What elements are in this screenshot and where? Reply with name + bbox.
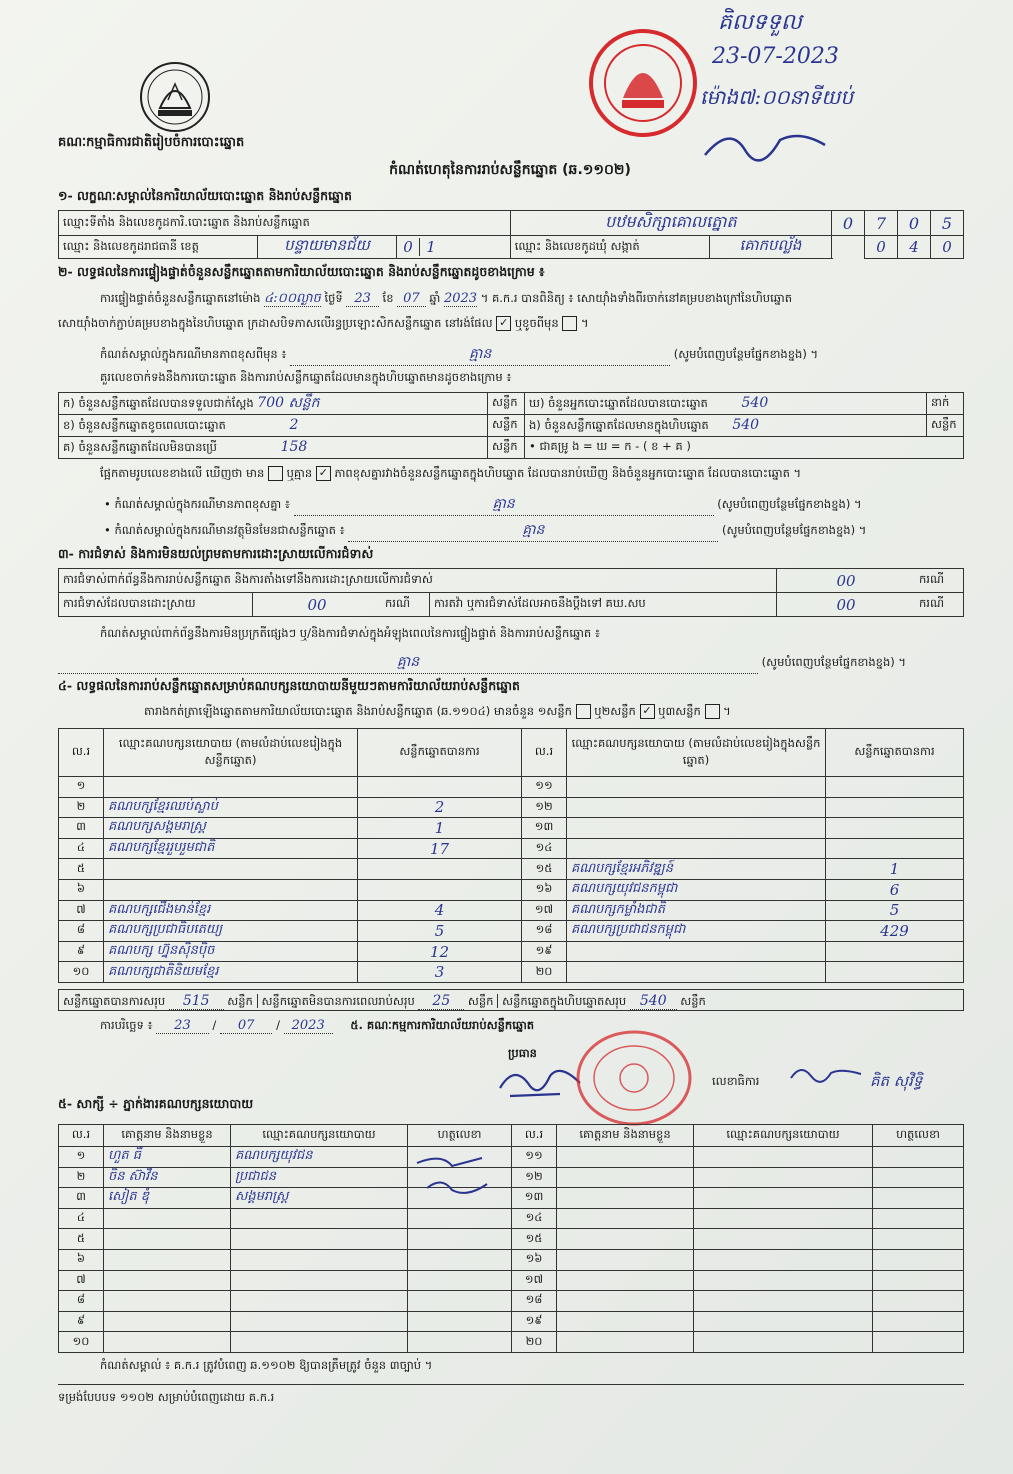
party-votes: 17 [358,838,522,859]
party-votes: 3 [358,962,522,983]
party-name: គណបក្សប្រជាជនកម្ពុជា [567,921,826,942]
witness-row [59,1332,964,1353]
footer-rule [58,1384,964,1385]
party-name: គណបក្សជាតិនិយមខ្មែរ [104,962,358,983]
voters-label: ឃ) ចំនួនអ្នកបោះឆ្នោតដែលបានបោះឆ្នោត [529,395,708,410]
verify-month-label: ខែ [382,291,394,305]
witness-row [59,1167,964,1188]
results-row [59,818,964,839]
party-votes [826,962,964,983]
witness-sign [408,1332,512,1353]
witness-party: ប្រជាជន [231,1167,408,1188]
section4-title: ៤- លទ្ធផលនៃការរាប់សន្លឹកឆ្នោតសម្រាប់គណបក្សនយោបាយនីមួយៗតាមការិយាល័យរាប់សន្លឹកឆ្នោត [58,678,520,693]
discrepancy-no-checkbox[interactable]: ✓ [316,466,331,481]
location-code-3: 0 [898,211,931,236]
party-votes: 12 [358,941,522,962]
verify-time: ៤:០០ល្ងាច [264,291,321,306]
two-sheet-label: ឬ២សន្លឹក [594,704,636,718]
witness-sign [873,1229,964,1250]
witness-col-name: គោត្តនាម និងនាមខ្លួន [104,1125,231,1147]
received-value: 700 សន្លឹក [257,395,320,411]
witness-number: ២០ [512,1332,557,1353]
witness-number: ៦ [59,1249,104,1270]
party-name [567,941,826,962]
witness-col-sign: ហត្ថលេខា [408,1125,512,1147]
witness-party [694,1208,873,1229]
location-value: បឋមសិក្សាគោលត្នោត [510,211,831,236]
intact-checkbox[interactable]: ✓ [496,316,511,331]
party-votes: 4 [358,900,522,921]
party-name [104,859,358,880]
party-votes: 5 [826,900,964,921]
province-value: បន្ទាយមានជ័យ [258,236,397,259]
party-votes [358,879,522,900]
witness-name [557,1229,694,1250]
location-code-4: 5 [931,211,964,236]
verify-text: ។ គ.ក.រ បានពិនិត្យ ៖ សោយ៉ាំងទាំងពីរចាក់នៅគម្របខាងក្រៅនៃហិបឆ្នោត [480,291,793,305]
party-name: គណបក្ស ហ្វ៊ុនស៊ិនប៉ិច [104,941,358,962]
irregularity-note: កំណត់សម្គាល់ពាក់ព័ន្ធនឹងការមិនប្រក្រតីផ្សេងៗ ឬ/និងការជំទាស់ក្នុងអំឡុងពេលនៃការផ្ទៀងផ្ទាត់ និងការរាប់សន្លឹកឆ្នោត ៖ [100,626,600,640]
witness-number: ៥ [59,1229,104,1250]
witness-sign [873,1311,964,1332]
voters-value: 540 [741,394,769,411]
appeal-value: 00 [777,593,916,617]
total-invalid-label: សន្លឹកឆ្នោតមិនបានការពេលរាប់សរុប [261,994,415,1008]
total-invalid-value: 25 [418,993,464,1010]
discrepancy-none-label: ឬគ្មាន [286,466,313,480]
witness-row [59,1229,964,1250]
witness-name [104,1332,231,1353]
witness-name [557,1311,694,1332]
witness-sign [873,1208,964,1229]
bullet-foreign [104,520,866,542]
verify-day-label: ថ្ងៃទី [324,291,343,305]
party-name: គណបក្សខ្មែរអភិវឌ្ឍន៍ [567,859,826,880]
resolved-value: 00 [253,593,382,617]
location-code-2: 7 [865,211,898,236]
witness-number: ១៦ [512,1249,557,1270]
discrepancy-text: ភាពខុសគ្នារវាងចំនួនសន្លឹកឆ្នោតក្នុងហិបឆ្នោត ដែលបានរាប់ឃើញ និងចំនួនអ្នកបោះឆ្នោត ដែលបានបោះឆ្នោត ។ [334,466,802,480]
witness-party [694,1270,873,1291]
total-box-value: 540 [630,993,677,1010]
witness-row [59,1270,964,1291]
witness-sign [408,1229,512,1250]
official-stamp [588,28,698,138]
total-valid-label: សន្លឹកឆ្នោតបានការសរុប [63,994,166,1008]
witness-number: ៤ [59,1208,104,1229]
unused-value: 158 [280,438,308,455]
party-number: ១៩ [522,941,567,962]
witness-col-no: ល.រ [59,1125,104,1147]
witness-sign [873,1147,964,1168]
witness-number: ៨ [59,1291,104,1312]
party-number: ១១ [522,777,567,798]
results-row [59,962,964,983]
receipt-time: ម៉ោង៧:០០នាទីយប់ [700,85,854,109]
date-month: 07 [220,1018,273,1034]
party-votes: 5 [358,921,522,942]
party-name: គណបក្សខ្មែរឈប់ស្លាប់ [104,797,358,818]
bullet-difference-label: • កំណត់សម្គាល់ក្នុងករណីមានភាពខុសគ្នា ៖ [104,497,290,511]
witness-number: ១៤ [512,1208,557,1229]
witness-party [231,1208,408,1229]
appeal-unit: ករណី [915,593,964,617]
witness-name: ហួត ធី [104,1147,231,1168]
witness-party [231,1311,408,1332]
results-row [59,921,964,942]
party-votes: 1 [826,859,964,880]
witness-name [104,1208,231,1229]
witness-number: ១៥ [512,1229,557,1250]
party-name [567,777,826,798]
verification-line-1 [100,290,970,309]
witness-table [58,1124,964,1353]
party-number: ១៦ [522,879,567,900]
secretary-signature [786,1058,866,1088]
witness-row [59,1291,964,1312]
witness-party [694,1311,873,1332]
witness-name [557,1147,694,1168]
witness-party [694,1291,873,1312]
party-votes [826,777,964,798]
party-votes [826,797,964,818]
party-name: គណបក្សខ្មែររួបរួមជាតិ [104,838,358,859]
party-number: ៥ [59,859,104,880]
spoiled-label: ខ) ចំនួនសន្លឹកឆ្នោតខូចពេលបោះឆ្នោត [63,417,226,432]
date-label: ការបរិច្ឆេទ ៖ [100,1018,153,1032]
discrepancy-line [100,466,801,483]
party-name: គណបក្សកម្លាំងជាតិ [567,900,826,921]
appeal-label: ការតវ៉ា ឬការជំទាស់ដែលអាចនឹងប្តឹងទៅ គឃ.សប [430,593,777,617]
witness-number: ១០ [59,1332,104,1353]
witness-sign [873,1188,964,1209]
witness-sign [408,1291,512,1312]
total-valid-unit: សន្លឹក [227,994,258,1008]
witness-row [59,1249,964,1270]
footnote: កំណត់សម្គាល់ ៖ គ.ក.រ ត្រូវបំពេញ ឆ.១១០២ ឱ្យបានត្រឹមត្រូវ ចំនួន ៣ច្បាប់ ។ [100,1358,433,1372]
witness-name [557,1332,694,1353]
section1-title: ១- លក្ខណៈសម្គាល់នៃការិយាល័យបោះឆ្នោត និងរាប់សន្លឹកឆ្នោត [58,188,352,203]
party-number: ១ [59,777,104,798]
unused-label: គ) ចំនួនសន្លឹកឆ្នោតដែលមិនបានប្រើ [63,439,217,454]
results-col-party: ឈ្មោះគណបក្សនយោបាយ (តាមលំដាប់លេខរៀងក្នុងសន្លឹកឆ្នោត) [104,729,358,777]
party-number: ៨ [59,921,104,942]
section1-table [58,210,964,259]
party-votes: 1 [358,818,522,839]
discrepancy-yes-checkbox[interactable] [268,466,283,481]
witness-party [694,1188,873,1209]
witness-number: ៣ [59,1188,104,1209]
party-name: គណបក្សប្រជាធិបតេយ្យ [104,921,358,942]
complaints-label: ការជំទាស់ពាក់ព័ន្ធនឹងការរាប់សន្លឹកឆ្នោត និងការតាំងទៅនឹងការដោះស្រាយលើការជំទាស់ [59,569,777,593]
bullet-difference-fill: (សូមបំពេញបន្ថែមផ្នែកខាងខ្នង) ។ [717,497,862,511]
total-box-unit: សន្លឹក [680,994,706,1008]
party-name: គណបក្សយុវជនកម្ពុជា [567,879,826,900]
party-votes [358,777,522,798]
committee-label: ៥. គណៈកម្មការការិយាល័យរាប់សន្លឹកឆ្នោត [350,1018,535,1032]
section5-title: ៥- សាក្សី ÷ ភ្នាក់ងារគណបក្សនយោបាយ [58,1096,254,1111]
total-invalid-unit: សន្លឹក [468,994,499,1008]
results-row [59,900,964,921]
witness-number: ១៩ [512,1311,557,1332]
bullet-foreign-fill: (សូមបំពេញបន្ថែមផ្នែកខាងខ្នង) ។ [721,523,867,537]
results-table [58,728,964,983]
witness-number: ៩ [59,1311,104,1332]
bullet-difference [104,494,862,516]
secretary-label: លេខាធិការ [712,1074,760,1088]
party-name [104,777,358,798]
complaints-unit: ករណី [915,569,964,593]
witness-name [104,1291,231,1312]
witness-sign [408,1249,512,1270]
witness-row [59,1208,964,1229]
witness-name [557,1167,694,1188]
witness-party [694,1167,873,1188]
inbox-value: 540 [732,416,760,433]
nec-emblem [138,60,212,134]
witness-sign [873,1249,964,1270]
bullet-foreign-value: គ្មាន [348,520,718,542]
unused-unit: សន្លឹក [488,437,525,459]
location-label: ឈ្មោះទីតាំង និងលេខកូដការិ.បោះឆ្នោត និងរាប់សន្លឹកឆ្នោត [59,211,511,236]
commune-code-1: 0 [865,236,898,259]
witness-col-sign-2: ហត្ថលេខា [873,1125,964,1147]
three-sheet-checkbox[interactable] [705,704,720,719]
witness-party [231,1249,408,1270]
tally-sheet-line: តារាងកត់ត្រាឡើងឆ្នោតតាមការិយាល័យបោះឆ្នោត និងរាប់សន្លឹកឆ្នោត (ឆ.១១០៤) មានចំនួន ១សន្លឹក ឬ២សន្លឹក ✓ ឬ៣សន្លឹក ។ [144,704,731,718]
party-votes [826,838,964,859]
results-col-votes: សន្លឹកឆ្នោតបានការ [358,729,522,777]
party-votes [826,941,964,962]
irregularity-fill: (សូមបំពេញបន្ថែមផ្នែកខាងខ្នង) ។ [761,655,906,669]
spoiled-unit: សន្លឹក [488,415,525,437]
province-code-2: 1 [426,238,436,256]
witness-name [557,1291,694,1312]
complaints-table [58,568,964,617]
witness-col-party: ឈ្មោះគណបក្សនយោបាយ [231,1125,408,1147]
commune-code-3: 0 [931,236,964,259]
section3-title: ៣- ការជំទាស់ និងការមិនយល់ព្រមតាមការដោះស្រាយលើការជំទាស់ [58,546,374,561]
party-number: ៦ [59,879,104,900]
witness-number: ២ [59,1167,104,1188]
secretary-name: គិត សុវិទ្ធិ [870,1072,923,1090]
party-number: ៣ [59,818,104,839]
witness-party [694,1249,873,1270]
witness-sign [873,1332,964,1353]
witness-sign [408,1208,512,1229]
party-number: ១៤ [522,838,567,859]
results-row [59,941,964,962]
party-votes: 429 [826,921,964,942]
witness-sign [873,1167,964,1188]
section2-intro: គួរលេខចាក់ទងនឹងការបោះឆ្នោត និងការរាប់សន្លឹកឆ្នោតដែលមានក្នុងហិបឆ្នោតមានដូចខាងក្រោម ៖ [100,370,512,384]
resolved-label: ការជំទាស់ដែលបានដោះស្រាយ [59,593,253,617]
form-title: កំណត់ហេតុនៃការរាប់សន្លឹកឆ្នោត (ឆ.១១០២) [389,162,631,178]
totals-line [58,989,964,1011]
org-name: គណៈកម្មាធិការជាតិរៀបចំការបោះឆ្នោត [58,135,245,150]
verify-day: 23 [346,291,379,307]
witness-party [694,1332,873,1353]
witness-name [557,1188,694,1209]
witness-party [231,1270,408,1291]
received-unit: សន្លឹក [488,393,525,415]
receipt-note: គិលទទួល [718,10,802,35]
witness-party [694,1147,873,1168]
party-name [104,879,358,900]
section2-title: ២- លទ្ធផលនៃការផ្ទៀងផ្ទាត់ចំនួនសន្លឹកឆ្នោតតាមការិយាល័យបោះឆ្នោត និងរាប់សន្លឹកឆ្នោតដូចខាងក្រោម ៖ [58,264,545,279]
witness-name [104,1311,231,1332]
party-number: ១០ [59,962,104,983]
inbox-label: ង) ចំនួនសន្លឹកឆ្នោតដែលមានក្នុងហិបឆ្នោត [529,417,709,432]
results-col-party-2: ឈ្មោះគណបក្សនយោបាយ (តាមលំដាប់លេខរៀងក្នុងសន្លឹកឆ្នោត) [567,729,826,777]
results-row [59,797,964,818]
party-number: ១៨ [522,921,567,942]
difference-note-label: កំណត់សម្គាល់ក្នុងករណីមានភាពខុសពីមុន ៖ [100,347,287,361]
witness-name [104,1249,231,1270]
results-col-votes-2: សន្លឹកឆ្នោតបានការ [826,729,964,777]
difference-note-value: គ្មាន [290,344,670,366]
total-box-label: សន្លឹកឆ្នោតក្នុងហិបឆ្នោតសរុប [502,994,627,1008]
verify-time-label: ការផ្ទៀងផ្ទាត់ចំនួនសន្លឹកឆ្នោតនៅម៉ោង [100,291,261,305]
witness-number: ១៣ [512,1188,557,1209]
ballot-count-table [58,392,964,459]
witness-row [59,1188,964,1209]
damaged-checkbox[interactable] [562,316,577,331]
witness-party [694,1229,873,1250]
irregularity-line [58,652,964,674]
seal-text: សោយ៉ាំងចាក់ភ្ជាប់គម្របខាងក្នុងនៃហិបឆ្នោត ក្រដាសបិទភាសលើរន្ធប្រឡោះសិកសន្លឹកឆ្នោត នៅរង់ផែល [58,316,493,330]
witness-col-no-2: ល.រ [512,1125,557,1147]
verification-line-2: សោយ៉ាំងចាក់ភ្ជាប់គម្របខាងក្នុងនៃហិបឆ្នោត ក្រដាសបិទភាសលើរន្ធប្រឡោះសិកសន្លឹកឆ្នោត នៅរង់ផែល ✓ ឬខូចពីមុន ។ [58,316,589,330]
witness-name [104,1270,231,1291]
difference-fill-note: (សូមបំពេញបន្ថែមផ្នែកខាងខ្នង) ។ [673,347,819,361]
witness-row [59,1147,964,1168]
tally-sheet-label: តារាងកត់ត្រាឡើងឆ្នោតតាមការិយាល័យបោះឆ្នោត និងរាប់សន្លឹកឆ្នោត (ឆ.១១០៤) មានចំនួន ១សន្លឹក [144,704,572,718]
witness-row [59,1311,964,1332]
witness-number: ១១ [512,1147,557,1168]
discrepancy-has-label: ផ្អែកតាមរូបលេខខាងលើ ឃើញថា មាន [100,466,265,480]
party-name: គណបក្សជើងមាន់ខ្មែរ [104,900,358,921]
formula: • ជាគម្រូ ង = ឃ = ក - ( ខ + គ ) [525,437,964,459]
verify-month: 07 [397,291,426,307]
party-number: ១២ [522,797,567,818]
results-row [59,777,964,798]
witness-name: សៀត ឌុំ [104,1188,231,1209]
party-name [567,818,826,839]
complaints-value: 00 [777,569,916,593]
party-votes [358,859,522,880]
witness-sign [408,1311,512,1332]
witness-party [231,1229,408,1250]
party-name: គណបក្សសង្គមរាស្ត្រ [104,818,358,839]
date-line: ការបរិច្ឆេទ ៖ 23 / 07 / 2023 ៥. គណៈកម្មការការិយាល័យរាប់សន្លឹកឆ្នោត [100,1018,535,1033]
results-row [59,838,964,859]
chair-label: ប្រធាន [508,1046,537,1060]
witness-col-party-2: ឈ្មោះគណបក្សនយោបាយ [694,1125,873,1147]
witness-name [104,1229,231,1250]
irregularity-value: គ្មាន [58,652,758,674]
witness-number: ១៨ [512,1291,557,1312]
one-sheet-checkbox[interactable] [576,704,591,719]
inbox-unit: សន្លឹក [927,415,964,437]
witness-signature [412,1148,502,1208]
bullet-difference-value: គ្មាន [294,494,714,516]
commune-code-2: 4 [898,236,931,259]
witness-col-name-2: គោត្តនាម និងនាមខ្លួន [557,1125,694,1147]
verify-year-label: ឆ្នាំ [429,291,441,305]
witness-sign [873,1291,964,1312]
results-col-no: ល.រ [59,729,104,777]
party-number: ១៥ [522,859,567,880]
party-number: ៧ [59,900,104,921]
resolved-unit: ករណី [381,593,430,617]
bullet-foreign-label: • កំណត់សម្គាល់ក្នុងករណីមានវត្ថុមិនមែនជាសន្លឹកឆ្នោត ៖ [104,523,345,537]
receipt-date: 23-07-2023 [712,44,839,69]
results-row [59,879,964,900]
province-label: ឈ្មោះ និងលេខកូដរាជធានី ខេត្ត [59,236,258,259]
party-number: ៩ [59,941,104,962]
date-day: 23 [156,1018,209,1034]
witness-sign [873,1270,964,1291]
witness-party: គណបក្សយុវជន [231,1147,408,1168]
spoiled-value: 2 [289,416,299,433]
party-votes: 6 [826,879,964,900]
party-votes [826,818,964,839]
witness-name [557,1208,694,1229]
witness-name: ចិន ស៊ាវីន [104,1167,231,1188]
province-code-1: 0 [397,238,420,256]
location-code-1: 0 [832,211,865,236]
two-sheet-checkbox[interactable]: ✓ [640,704,655,719]
received-label: ក) ចំនួនសន្លឹកឆ្នោតដែលបានទទួលជាក់ស្តែង [63,396,254,410]
difference-note [100,344,960,366]
party-number: ២០ [522,962,567,983]
total-valid-value: 515 [169,993,224,1010]
witness-number: ១៧ [512,1270,557,1291]
party-name [567,838,826,859]
witness-name [557,1270,694,1291]
party-name [567,962,826,983]
three-sheet-label: ឬ៣សន្លឹក [658,704,701,718]
date-year: 2023 [284,1018,333,1034]
footer-text: ទម្រង់បែបបទ ១១០២ សម្រាប់បំពេញដោយ គ.ក.រ [58,1390,275,1404]
party-votes: 2 [358,797,522,818]
commune-value: គោកបល្ល័ង [709,236,831,259]
witness-sign [408,1270,512,1291]
committee-stamp [574,1028,694,1128]
witness-party [231,1332,408,1353]
witness-number: ៧ [59,1270,104,1291]
party-number: ៤ [59,838,104,859]
results-row [59,859,964,880]
results-col-no-2: ល.រ [522,729,567,777]
party-number: ២ [59,797,104,818]
witness-party [231,1291,408,1312]
commune-label: ឈ្មោះ និងលេខកូដឃុំ សង្កាត់ [510,236,709,259]
witness-party: សង្គមរាស្ត្រ [231,1188,408,1209]
witness-number: ១ [59,1147,104,1168]
party-number: ១៧ [522,900,567,921]
party-name [567,797,826,818]
voters-unit: នាក់ [927,393,964,415]
verify-year: 2023 [443,291,478,306]
damaged-label: ឬខូចពីមុន [514,316,559,330]
witness-name [557,1249,694,1270]
witness-number: ១២ [512,1167,557,1188]
party-number: ១៣ [522,818,567,839]
